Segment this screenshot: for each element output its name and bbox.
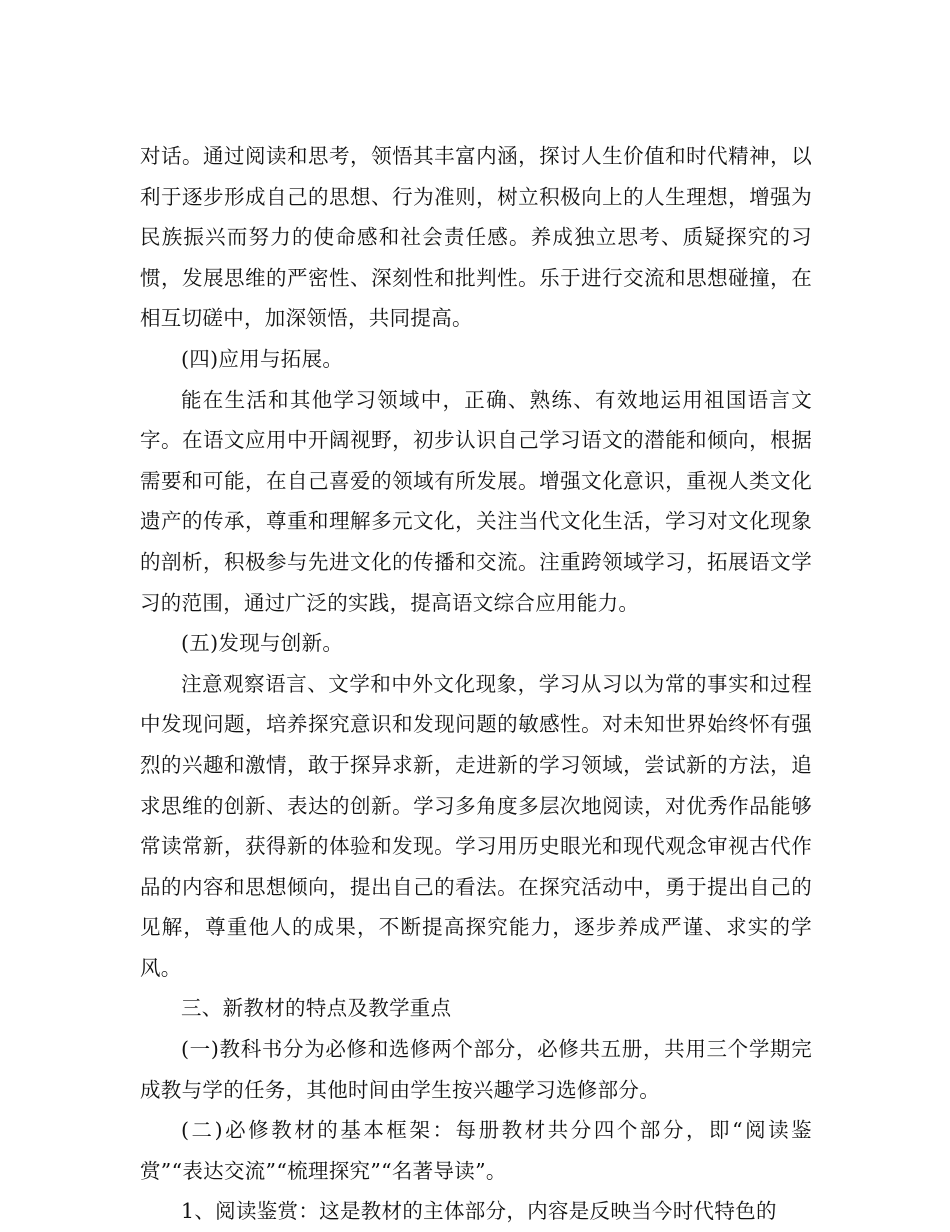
heading-discovery-innovation: (五)发现与创新。 — [181, 631, 344, 656]
paragraph-discovery-innovation: 注意观察语言、文学和中外文化现象，学习从习以为常的事实和过程中发现问题，培养探究意识和发现问题的敏感性。对未知世界始终怀有强烈的兴趣和激情，敢于探异求新，走进新的学习领域，尝试新的方法，追求思维的创新、表达的创新。学习多角度多层次地阅读，对优秀作品能够常读常新，获得新的体验和发现。学习用历史眼光和现代观念审视古代作品的内容和思想倾向，提出自己的看法。在探究活动中，勇于提出自己的见解，尊重他人的成果，不断提高探究能力，逐步养成严谨、求实的学风。 — [140, 671, 812, 980]
paragraph-application-expansion: 能在生活和其他学习领域中，正确、熟练、有效地运用祖国语言文字。在语文应用中开阔视野，初步认识自己学习语文的潜能和倾向，根据需要和可能，在自己喜爱的领域有所发展。增强文化意识，重视人类文化遗产的传承，尊重和理解多元文化，关注当代文化生活，学习对文化现象的剖析，积极参与先进文化的传播和交流。注重跨领域学习，拓展语文学习的范围，通过广泛的实践，提高语文综合应用能力。 — [140, 387, 812, 615]
heading-application-expansion: (四)应用与拓展。 — [181, 346, 344, 371]
section-heading-new-textbook: 三、新教材的特点及教学重点 — [181, 996, 452, 1021]
document-body — [140, 136, 812, 1232]
paragraph-textbook-structure: (一)教科书分为必修和选修两个部分，必修共五册，共用三个学期完成教与学的任务，其他时间由学生按兴趣学习选修部分。 — [140, 1037, 812, 1102]
paragraph-dialogue-continuation: 对话。通过阅读和思考，领悟其丰富内涵，探讨人生价值和时代精神，以利于逐步形成自己的思想、行为准则，树立积极向上的人生理想，增强为民族振兴而努力的使命感和社会责任感。养成独立思考、质疑探究的习惯，发展思维的严密性、深刻性和批判性。乐于进行交流和思想碰撞，在相互切磋中，加深领悟，共同提高。 — [140, 144, 812, 331]
paragraph-required-framework: (二)必修教材的基本框架：每册教材共分四个部分，即“阅读鉴赏”“表达交流”“梳理探究”“名著导读”。 — [140, 1118, 812, 1183]
paragraph-reading-appreciation: 1、阅读鉴赏：这是教材的主体部分，内容是反映当今时代特色的 — [181, 1199, 777, 1224]
